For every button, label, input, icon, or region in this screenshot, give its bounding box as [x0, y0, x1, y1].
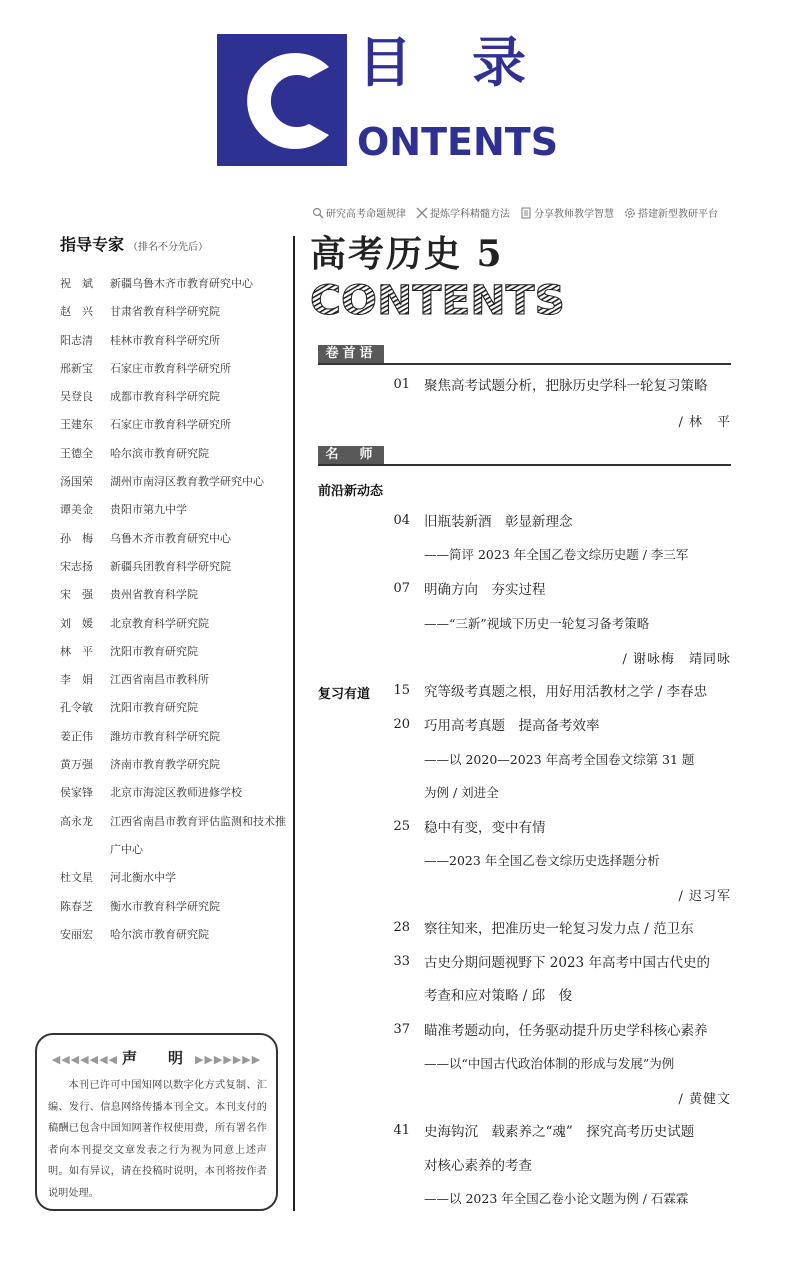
section-rule [318, 363, 731, 365]
logo-c-icon [217, 34, 347, 166]
section-label: 名 师 [318, 446, 384, 464]
expert-name: 王德全 [60, 446, 93, 460]
expert-row [60, 610, 290, 638]
toc-page-number: 25 [393, 819, 410, 834]
expert-name: 阳志清 [60, 333, 93, 347]
toc-page-number: 01 [393, 377, 410, 392]
toc-entry-author: / 黄健文 [678, 1092, 731, 1107]
toc-entry-author: / 林 平 [678, 415, 731, 430]
gear-icon [624, 207, 636, 219]
experts-heading [60, 232, 208, 255]
expert-name: 赵 兴 [60, 305, 93, 319]
toc-entry-subtitle: ——以 2020—2023 年高考全国卷文综第 31 题 [424, 752, 695, 767]
expert-row [60, 666, 290, 694]
expert-organization: 乌鲁木齐市教育研究中心 [110, 531, 231, 545]
expert-row [60, 327, 290, 355]
expert-row [60, 581, 290, 609]
expert-organization: 石家庄市教育科学研究所 [110, 418, 231, 432]
toc-entry-subtitle: ——以 2023 年全国乙卷小论文题为例 / 石霖霖 [424, 1191, 689, 1206]
experts-list [60, 270, 290, 949]
expert-name: 陈春芝 [60, 899, 93, 913]
expert-row [60, 440, 290, 468]
toc-page-number: 28 [393, 920, 410, 935]
contents-striped-wordmark [310, 280, 570, 320]
expert-row [60, 808, 290, 865]
expert-organization: 河北衡水中学 [110, 871, 176, 885]
expert-name: 吴登良 [60, 390, 93, 404]
expert-row [60, 694, 290, 722]
toc-entry-subtitle: ——“三新”视域下历史一轮复习备考策略 [424, 616, 650, 631]
section-bar-mingshi [318, 446, 731, 466]
expert-organization: 石家庄市教育科学研究所 [110, 361, 231, 375]
expert-row [60, 411, 290, 439]
expert-organization: 贵州省教育科学院 [110, 588, 198, 602]
expert-row [60, 893, 290, 921]
tagline-text: 分享教师教学智慧 [534, 209, 614, 220]
expert-organization: 新疆兵团教育科学研究院 [110, 559, 231, 573]
toc-entry-title[interactable]: 巧用高考真题 提高备考效率 [424, 718, 600, 734]
expert-name: 谭美金 [60, 503, 93, 517]
toc-entry-subtitle: ——简评 2023 年全国乙卷文综历史题 / 李三军 [424, 547, 689, 562]
expert-name: 宋志扬 [60, 559, 93, 573]
section-label: 卷首语 [318, 345, 384, 363]
toc-entry-author: / 谢咏梅 靖同咏 [622, 652, 731, 667]
expert-organization: 贵阳市第九中学 [110, 503, 187, 517]
expert-organization: 成都市教育科学研究院 [110, 390, 220, 404]
expert-row [60, 921, 290, 949]
subsection-heading: 复习有道 [318, 687, 371, 702]
toc-entry-title[interactable]: 明确方向 夯实过程 [424, 582, 546, 598]
expert-name: 杜文星 [60, 871, 93, 885]
expert-name: 林 平 [60, 644, 93, 658]
tagline-item [520, 205, 614, 220]
expert-organization: 北京教育科学研究院 [110, 616, 209, 630]
expert-organization: 哈尔滨市教育研究院 [110, 446, 209, 460]
subsection-heading: 前沿新动态 [318, 484, 384, 499]
declaration-body: 本刊已许可中国知网以数字化方式复制、汇编、发行、信息网络传播本刊全文。本刊支付的稿酬已包含中国知网著作权使用费，所有署名作者向本刊提交文章发表之行为视为同意上述声明。如有异议，请在投稿时说明，本刊将按作者说明处理。 [48, 1080, 267, 1199]
tagline-text: 研究高考命题规律 [326, 209, 406, 220]
tagline-item [416, 205, 510, 220]
expert-name: 孔令敏 [60, 701, 93, 715]
toc-page-number: 07 [393, 581, 410, 596]
expert-organization: 甘肃省教育科学研究院 [110, 305, 220, 319]
toc-page-number: 41 [393, 1123, 410, 1138]
expert-row [60, 525, 290, 553]
expert-row [60, 864, 290, 892]
toc-entry-title[interactable]: 究等级考真题之根，用好用活教材之学 / 李春忠 [424, 684, 708, 700]
toc-entry-subtitle: ——以“中国古代政治体制的形成与发展”为例 [424, 1056, 675, 1071]
declaration-header [37, 1047, 276, 1068]
expert-organization: 沈阳市教育研究院 [110, 644, 198, 658]
tagline-item [312, 205, 406, 220]
expert-organization: 江西省南昌市教育评估监测和技术推广中心 [110, 814, 286, 856]
toc-entry-title[interactable]: 稳中有变，变中有情 [424, 820, 546, 836]
expert-row [60, 779, 290, 807]
tagline-item [624, 205, 718, 220]
expert-row [60, 468, 290, 496]
document-icon [520, 207, 532, 219]
tools-icon [416, 207, 428, 219]
expert-organization: 潍坊市教育科学研究院 [110, 729, 220, 743]
expert-row [60, 723, 290, 751]
expert-name: 刘 媛 [60, 616, 93, 630]
experts-title: 指导专家 [60, 235, 125, 254]
toc-entry-title[interactable]: 察往知来，把准历史一轮复习发力点 / 范卫东 [424, 921, 694, 937]
expert-organization: 桂林市教育科学研究所 [110, 333, 220, 347]
section-rule [318, 464, 731, 466]
toc-entry-subtitle: 考查和应对策略 / 邱 俊 [424, 988, 573, 1004]
expert-name: 黄万强 [60, 758, 93, 772]
expert-organization: 济南市教育教学研究院 [110, 758, 220, 772]
expert-name: 邢新宝 [60, 361, 93, 375]
toc-entry-subtitle: ——2023 年全国乙卷文综历史选择题分析 [424, 853, 660, 868]
expert-name: 姜正伟 [60, 729, 93, 743]
toc-entry-title[interactable]: 瞄准考题动向，任务驱动提升历史学科核心素养 [424, 1023, 708, 1039]
logo-c-block [217, 34, 347, 166]
header-title-cn: 目录 [358, 31, 586, 94]
toc-page-number: 20 [393, 717, 410, 732]
toc-entry-author: / 迟习军 [678, 889, 731, 904]
tagline-text: 搭建新型教研平台 [638, 209, 718, 220]
expert-row [60, 355, 290, 383]
toc-page-number: 33 [393, 954, 410, 969]
experts-note: （排名不分先后） [128, 242, 209, 253]
header-title-en: ONTENTS [357, 120, 559, 164]
toc-page-number: 15 [393, 683, 410, 698]
expert-organization: 衡水市教育科学研究院 [110, 899, 220, 913]
toc-entry-subtitle: 对核心素养的考查 [424, 1158, 532, 1174]
toc-entry-title[interactable]: 古史分期问题视野下 2023 年高考中国古代史的 [424, 955, 710, 971]
contents-word: CONTENTS [310, 280, 565, 320]
expert-organization: 北京市海淀区教师进修学校 [110, 786, 242, 800]
expert-row [60, 298, 290, 326]
expert-name: 王建东 [60, 418, 93, 432]
contents-wordmark [310, 280, 570, 324]
magazine-title: 高考历史 5 [310, 233, 504, 275]
expert-organization: 哈尔滨市教育研究院 [110, 927, 209, 941]
declaration-arrows-left: ◀◀◀◀◀◀◀ [51, 1053, 118, 1066]
toc-page-number: 37 [393, 1022, 410, 1037]
toc-entry-title[interactable]: 聚焦高考试题分析，把脉历史学科一轮复习策略 [424, 378, 708, 394]
magnifier-icon [312, 207, 324, 219]
expert-name: 汤国荣 [60, 475, 93, 489]
expert-organization: 新疆乌鲁木齐市教育研究中心 [110, 277, 253, 290]
section-bar-juanshouyu [318, 345, 731, 365]
toc-entry-title[interactable]: 史海钩沉 载素养之“魂” 探究高考历史试题 [424, 1124, 695, 1140]
expert-name: 宋 强 [60, 588, 93, 602]
expert-name: 高永龙 [60, 814, 93, 828]
expert-organization: 江西省南昌市教科所 [110, 673, 209, 687]
tagline-text: 提炼学科精髓方法 [430, 209, 510, 220]
declaration-arrows-right: ▶▶▶▶▶▶▶ [195, 1053, 262, 1066]
toc-entry-title[interactable]: 旧瓶装新酒 彰显新理念 [424, 514, 573, 530]
expert-name: 祝 斌 [60, 277, 93, 290]
expert-name: 孙 梅 [60, 531, 93, 545]
expert-row [60, 751, 290, 779]
expert-organization: 沈阳市教育研究院 [110, 701, 198, 715]
expert-name: 侯家锋 [60, 786, 93, 800]
expert-row [60, 496, 290, 524]
expert-row [60, 383, 290, 411]
expert-row [60, 638, 290, 666]
declaration-box [35, 1033, 278, 1211]
column-divider [293, 236, 295, 1211]
expert-organization: 湖州市南浔区教育教学研究中心 [110, 475, 264, 489]
tagline-bar [312, 205, 732, 220]
expert-name: 安丽宏 [60, 927, 93, 941]
expert-row [60, 270, 290, 298]
expert-row [60, 553, 290, 581]
toc-entry-subtitle: 为例 / 刘进全 [424, 785, 499, 800]
toc-page-number: 04 [393, 513, 410, 528]
declaration-title: 声 明 [121, 1049, 191, 1067]
expert-name: 李 娟 [60, 673, 93, 687]
